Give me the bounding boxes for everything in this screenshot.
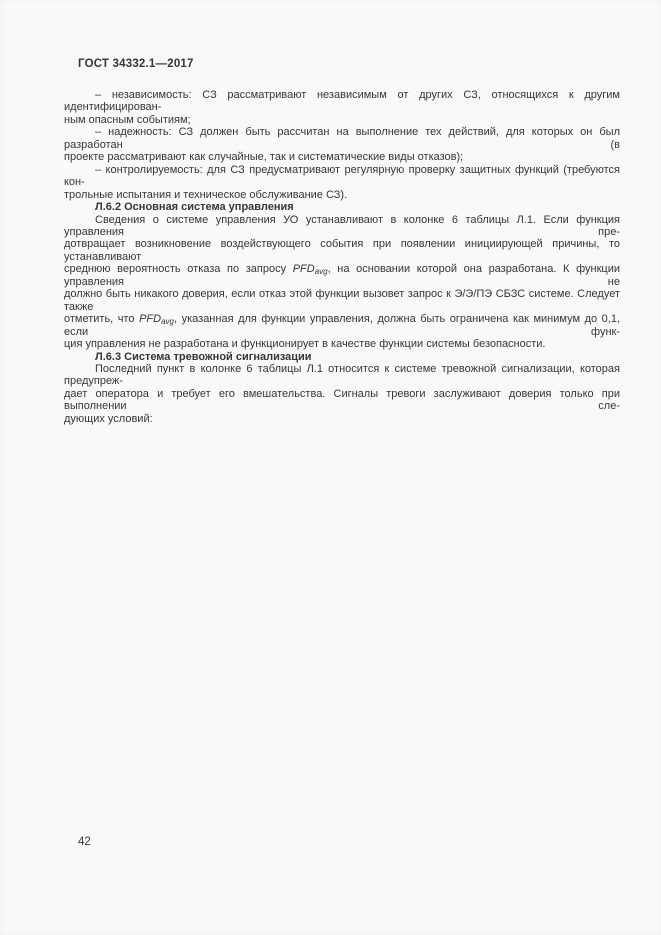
text-line [64, 189, 620, 201]
text-line [64, 288, 620, 313]
page-content [64, 58, 620, 425]
text-run: дующих условий: [64, 412, 153, 425]
text-run: – надежность: СЗ должен быть рассчитан на выполнение тех действий, для которых он был разработан (в [64, 126, 620, 151]
text-line [64, 338, 620, 350]
paragraph [64, 164, 620, 201]
text-line [64, 164, 620, 189]
formula-subscript: avg [161, 317, 174, 327]
text-run: – контролируемость: для СЗ предусматривают регулярную проверку защитных функций (требуются кон- [64, 163, 620, 189]
text-run: Л.6.3 Система тревожной сигнализации [95, 350, 312, 363]
paragraph [64, 214, 620, 351]
paragraph [64, 89, 620, 126]
text-line [64, 313, 620, 338]
text-run: ция управления не разработана и функционирует в качестве функции системы безопасности. [64, 338, 546, 351]
text-run: Сведения о системе управления УО устанавливают в колонке 6 таблицы Л.1. Если функция управления пре- [64, 213, 620, 238]
text-run: проекте рассматривают как случайные, так и систематические виды отказов); [64, 151, 464, 164]
section-heading [64, 201, 620, 213]
text-line [64, 201, 620, 213]
text-run: трольные испытания и техническое обслуживание СЗ). [64, 188, 348, 201]
text-line [64, 151, 620, 163]
text-run: Л.6.2 Основная система управления [95, 201, 294, 214]
text-run: отметить, что [64, 313, 140, 326]
section-heading [64, 351, 620, 363]
text-run: , на основании которой она разработана. К функции управления не [64, 263, 620, 288]
page-number: 42 [78, 836, 91, 848]
text-line [64, 89, 620, 114]
text-line [64, 238, 620, 263]
text-run: , указанная для функции управления, должна быть ограничена как минимум до 0,1, если функ- [64, 313, 620, 338]
text-run: дает оператора и требует его вмешательства. Сигналы тревоги заслуживают доверия только при выполнении сле- [64, 387, 620, 413]
text-line [64, 363, 620, 388]
text-run: Последний пункт в колонке 6 таблицы Л.1 относится к системе тревожной сигнализации, которая предупреж- [64, 362, 620, 388]
text-run: должно быть никакого доверия, если отказ этой функции вызовет запрос к Э/Э/ПЭ СБЗС системе. Следует также [64, 288, 620, 313]
paragraph [64, 126, 620, 163]
text-run: – независимость: СЗ рассматривают независимым от других СЗ, относящихся к другим идентифицирован- [64, 89, 620, 114]
formula-symbol: PFD [292, 263, 315, 276]
text-line [64, 388, 620, 413]
text-line [64, 351, 620, 363]
text-run: дотвращает возникновение воздействующего события при появлении инициирующей причины, то устанавливают [64, 238, 620, 263]
text-line [64, 413, 620, 425]
text-run: ным опасным событиям; [64, 113, 191, 126]
text-line [64, 126, 620, 151]
document-standard-number: ГОСТ 34332.1—2017 [78, 58, 194, 70]
formula-symbol: PFD [139, 313, 162, 326]
formula-subscript: avg [314, 267, 328, 277]
text-run: среднюю вероятность отказа по запросу [64, 263, 293, 276]
text-line [64, 214, 620, 239]
paragraph [64, 363, 620, 425]
text-line [64, 114, 620, 126]
document-paragraphs [64, 89, 620, 425]
text-line [64, 263, 620, 288]
